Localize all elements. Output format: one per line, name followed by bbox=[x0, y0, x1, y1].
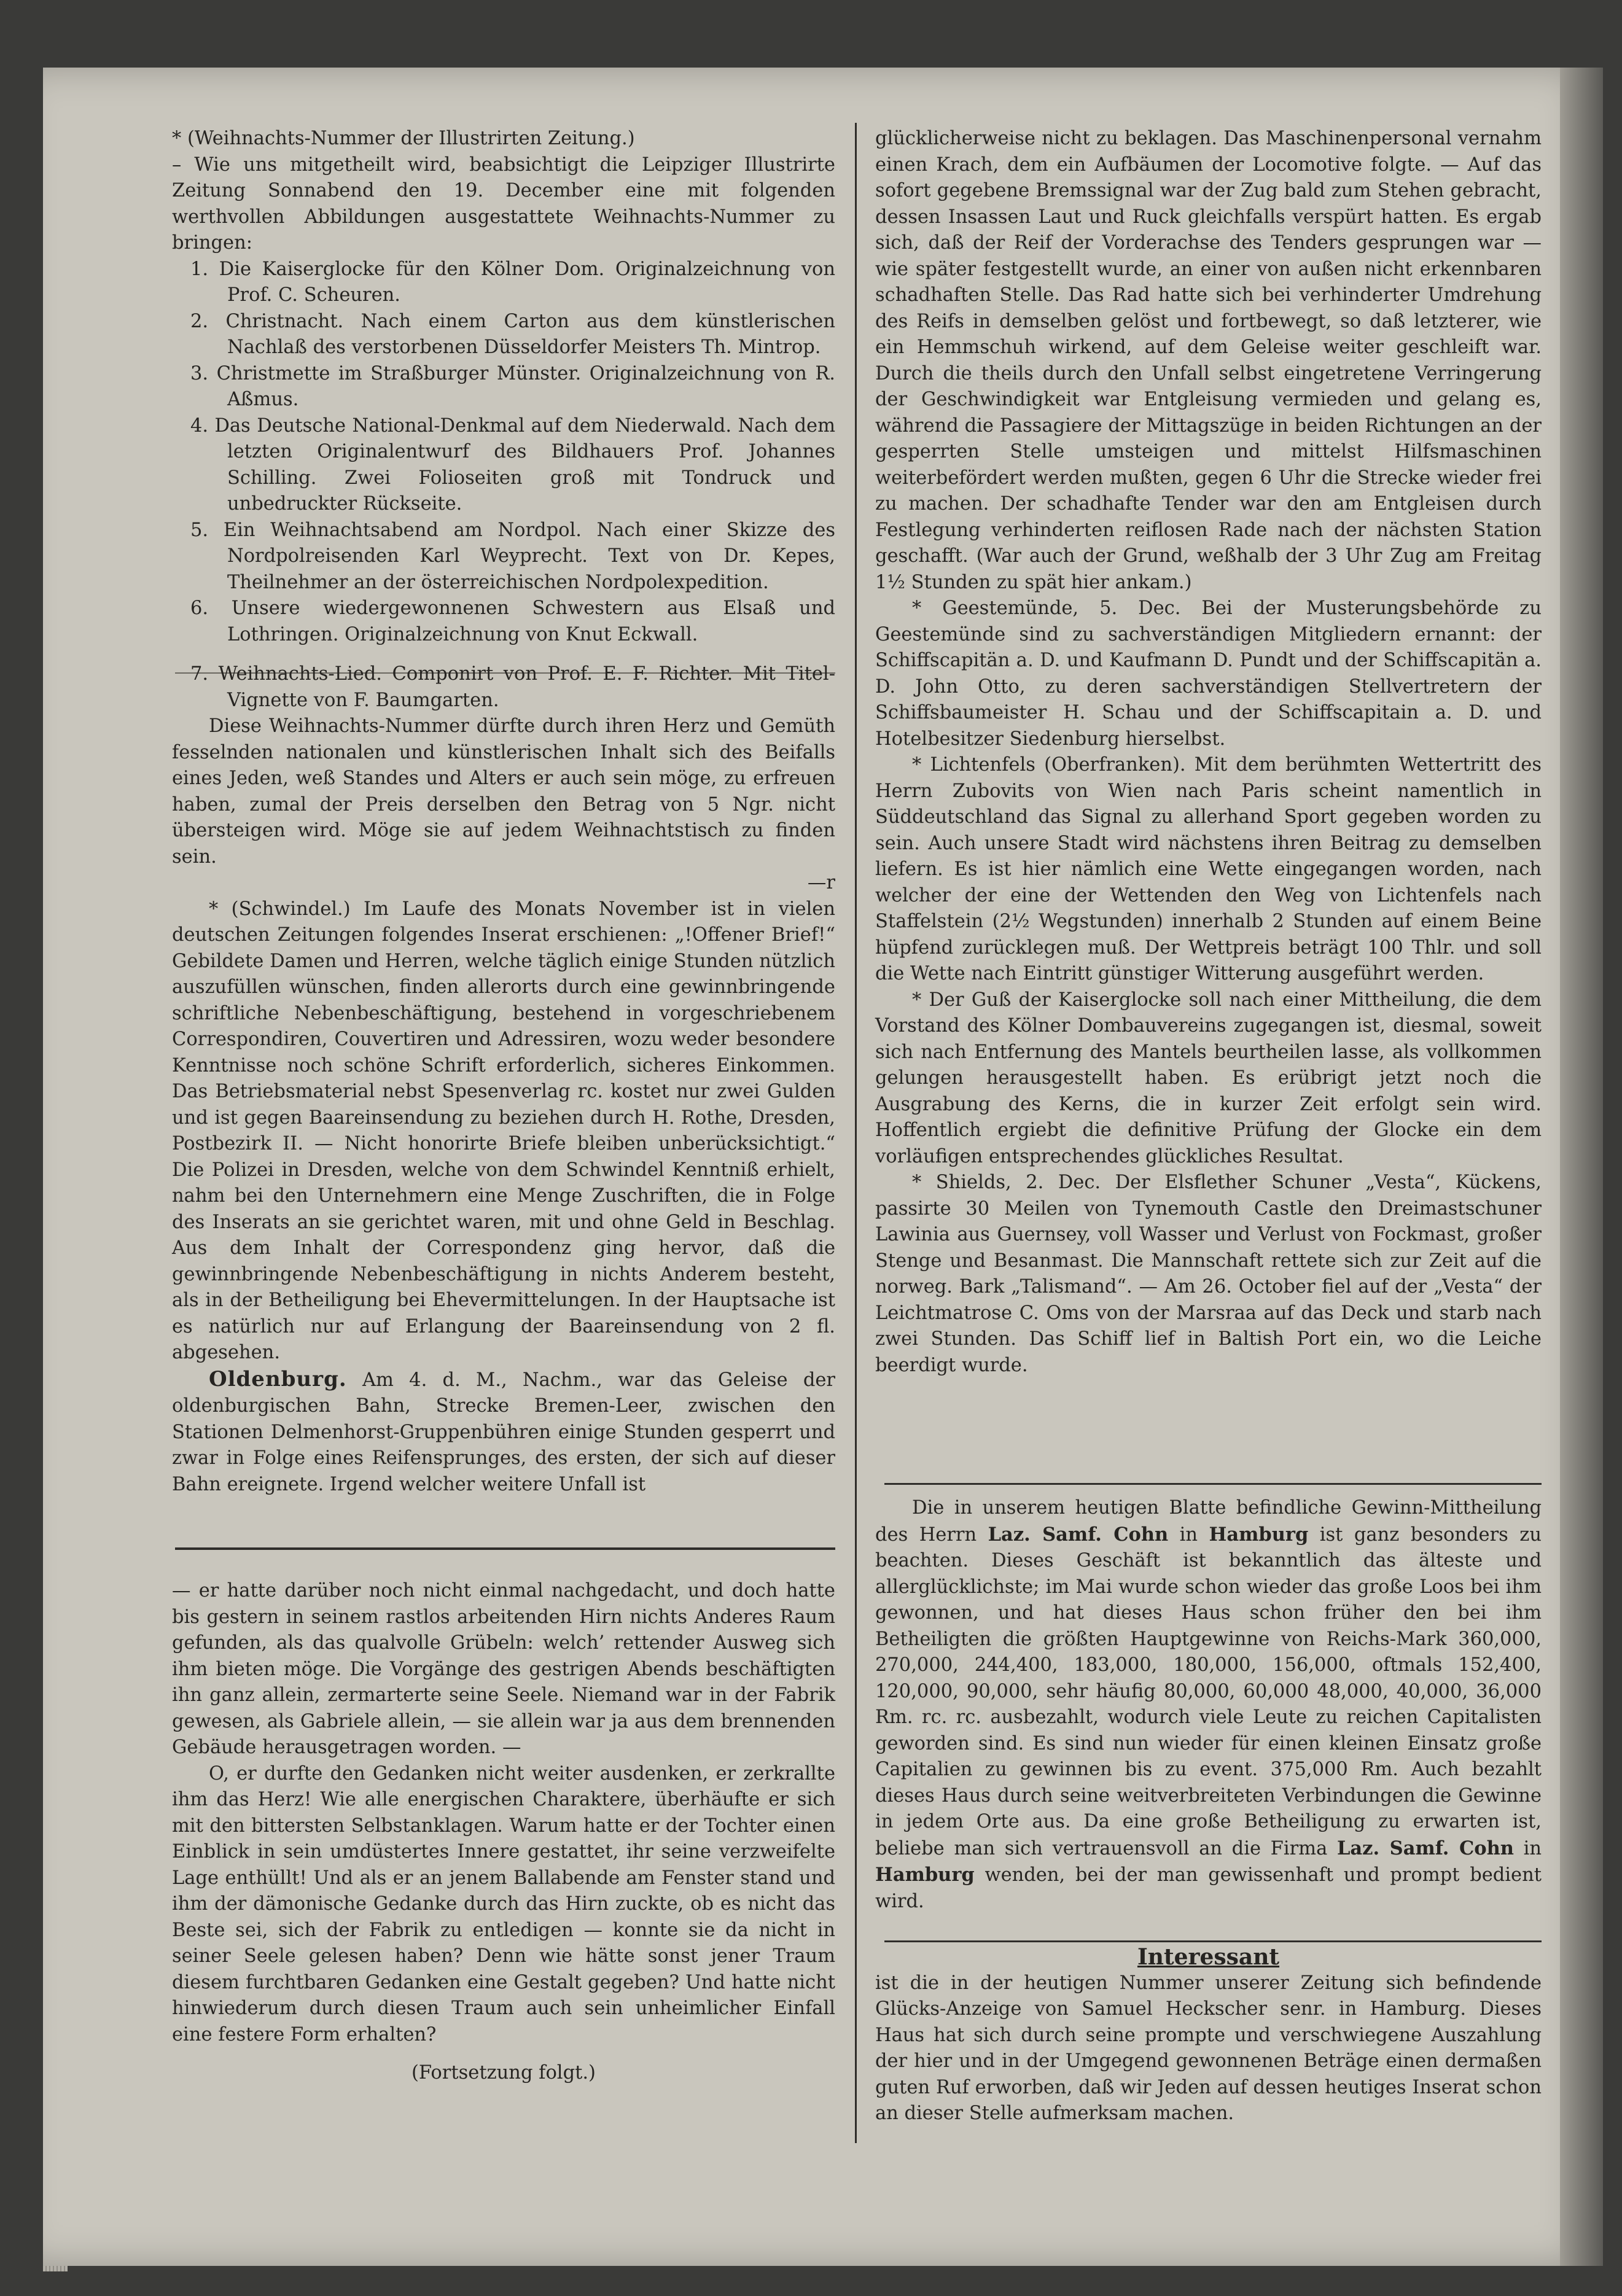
continuation-note: (Fortsetzung folgt.) bbox=[411, 2062, 596, 2084]
firm-name: Laz. Samf. Cohn bbox=[988, 1523, 1169, 1546]
paragraph: * Shields, 2. Dec. Der Elsflether Schuner „Vesta“, Kückens, passirte 30 Meilen von Tynemouth Castle den Dreimastschuner Lawinia aus Guernsey, voll Wasser und Verlust von Fockmast, großer Stenge und Besanmast. Die Mannschaft rettete sich zur Zeit auf die norweg. Bark „Talismand“. — Am 26. October fiel auf der „Vesta“ der Leichtmatrose C. Oms von der Marsraa auf das Deck und starb nach zwei Stunden. Das Schiff lief in Baltish Port ein, wo die Leiche beerdigt wurde. bbox=[875, 1172, 1542, 1376]
city-name: Hamburg bbox=[875, 1864, 975, 1886]
notice-text: Die in unserem heutigen Blatte befindliche Gewinn-Mittheilung des Herrn bbox=[875, 1497, 1542, 1546]
notice-text: ist ganz besonders zu beachten. Dieses Geschäft ist bekanntlich das älteste und allerglücklichste; im Mai wurde schon wieder das große Loos bei ihm gewonnen, und hat dieses Haus schon früher den bei ihm Betheiligten die größten Hauptgewinne von Reichs-Mark 360,000, 270,000, 244,400, 183,000, 180,000, 156,000, oftmals 152,400, 120,000, 90,000, sehr häufig 80,000, 60,000 48,000, 40,000, 36,000 Rm. rc. rc. ausbezahlt, wodurch viele Leute zu reichen Capitalisten geworden sind. Es sind nun wieder für einen kleinen Einsatz große Capitalien zu gewinnen bis zu event. 375,000 Rm. Auch bezahlt dieses Haus durch seine weitverbreiteten Verbindungen die Gewinne in jedem Orte aus. Da eine große Betheiligung zu erwarten ist, beliebe man sich vertrauensvoll an die Firma bbox=[875, 1524, 1542, 1859]
paragraph-text: Am 4. d. M., Nachm., war das Geleise der oldenburgischen Bahn, Strecke Bremen-Leer, zwischen den Stationen Delmenhorst-Gruppenbühren einige Stunden gesperrt und zwar in Folge eines Reifensprunges, des ersten, der sich auf dieser Bahn ereignete. Irgend welcher weitere Unfall ist bbox=[172, 1369, 835, 1495]
notice-text: in bbox=[1168, 1524, 1209, 1546]
notice-divider bbox=[884, 1483, 1542, 1485]
paragraph: glücklicherweise nicht zu beklagen. Das Maschinenpersonal vernahm einen Krach, dem ein Aufbäumen der Locomotive folgte. — Auf das sofort gegebene Bremssignal war der Zug bald zum Stehen gebracht, dessen Insassen Laut und Ruck gleichfalls verspürt hatten. Es ergab sich, daß der Reif der Vorderachse des Tenders gesprungen war — wie später festgestellt wurde, an einer von außen nicht erkennbaren schadhaften Stelle. Das Rad hatte sich bei verhinderter Umdrehung des Reifs in demselben gelöst und fortbewegt, so daß letzterer, wie ein Hemmschuh wirkend, auf dem Geleise weiter geschleift war. Durch die theils durch den Unfall selbst eingetretene Verringerung der Geschwindigkeit war Entgleisung vermieden und gelang es, während die Passagiere der Mittagszüge in beiden Richtungen an der gesperrten Stelle umsteigen und mittelst Hilfsmaschinen weiterbefördert werden mußten, gegen 6 Uhr die Strecke wieder frei zu machen. Der schadhafte Tender war den am Entgleisen durch Festlegung verhinderten reiflosen Rade nach der nächsten Station geschafft. (War auch der Grund, weßhalb der 3 Uhr Zug am Freitag 1½ Stunden zu spät hier ankam.) bbox=[875, 128, 1542, 593]
firm-name: Laz. Samf. Cohn bbox=[1336, 1837, 1514, 1859]
lottery-notice: Die in unserem heutigen Blatte befindliche Gewinn-Mittheilung des Herrn Laz. Samf. Cohn in Hamburg ist ganz besonders zu beachten. Dieses Geschäft ist bekanntlich das älteste und allerglücklichste; im Mai wurde schon wieder das große Loos bei ihm gewonnen, und hat dieses Haus schon früher den bei ihm Betheiligten die größten Hauptgewinne von Reichs-Mark 360,000, 270,000, 244,400, 183,000, 180,000, 156,000, oftmals 152,400, 120,000, 90,000, sehr häufig 80,000, 60,000 48,000, 40,000, 36,000 Rm. rc. rc. ausbezahlt, wodurch viele Leute zu reichen Capitalisten geworden sind. Es sind nun wieder für einen kleinen Einsatz große Capitalien zu gewinnen bis zu event. 375,000 Rm. Auch bezahlt dieses Haus durch seine weitverbreiteten Verbindungen die Gewinne in jedem Orte aus. Da eine große Betheiligung zu erwarten ist, beliebe man sich vertrauensvoll an die Firma Laz. Samf. Cohn in Hamburg wenden, bei der man gewissenhaft und prompt bedient wird. bbox=[875, 1497, 1542, 1912]
page-gutter-shadow bbox=[1560, 68, 1603, 2266]
column-divider bbox=[855, 123, 857, 2143]
paragraph: * Geestemünde, 5. Dec. Bei der Musterungsbehörde zu Geestemünde sind zu sachverständigen Mitgliedern ernannt: der Schiffscapitän a. D. und Kaufmann D. Pundt und der Schiffscapitän a. D. John Otto, zu deren sachverständigen Stellvertretern der Schiffsbaumeister H. Schau und der Schiffscapitain a. D. und Hotelbesitzer Siedenburg hierselbst. bbox=[875, 597, 1542, 750]
paragraph: O, er durfte den Gedanken nicht weiter ausdenken, er zerkrallte ihm das Herz! Wie alle energischen Charaktere, überhäufte er sich mit den bittersten Selbstanklagen. Warum hatte er der Tochter einen Einblick in sein umdüstertes Innere gestattet, ihr seine verzweifelte Lage enthüllt! Und als er an jenem Ballabende am Fenster stand und ihm der dämonische Gedanke durch das Hirn zuckte, ob es nicht das Beste sei, sich der Fabrik zu entledigen — konnte sie da nicht in seiner Seele gelesen haben? Denn wie hätte sonst jener Traum diesem furchtbaren Gedanken eine Gestalt gegeben? Und hatte nicht hinwiederum durch diesen Traum auch sein unheimlicher Einfall eine festere Form erhalten? bbox=[172, 1762, 835, 2045]
advertisement-column bbox=[875, 1495, 1542, 2127]
paragraph bbox=[172, 1366, 835, 1498]
paragraph: Diese Weihnachts-Nummer dürfte durch ihren Herz und Gemüth fesselnden nationalen und künstlerischen Inhalt sich des Beifalls eines Jeden, weß Standes und Alters er auch sein möge, zu erfreuen haben, zumal der Preis derselben den Betrag von 5 Ngr. nicht übersteigen wird. Möge sie auf jedem Weihnachtstisch zu finden sein. bbox=[172, 715, 835, 868]
list-item: 4. Das Deutsche National-Denkmal auf dem Niederwald. Nach dem letzten Originalentwurf des Bildhauers Prof. Johannes Schilling. Zwei Folioseiten groß mit Tondruck und unbedruckter Rückseite. bbox=[190, 414, 835, 515]
lottery-notice-2: ist die in der heutigen Nummer unserer Zeitung sich befindende Glücks-Anzeige von Samuel Heckscher senr. in Hamburg. Dieses Haus hat sich durch seine prompte und verschwiegene Auszahlung der hier und in der Umgegend gewonnenen Beträge einen dermaßen guten Ruf erworben, daß wir Jeden auf dessen heutiges Inserat schon an dieser Stelle aufmerksam machen. bbox=[875, 1972, 1542, 2124]
dateline-place: Oldenburg. bbox=[209, 1366, 347, 1391]
paragraph: * Lichtenfels (Oberfranken). Mit dem berühmten Wettertritt des Herrn Zubovits von Wien nach Paris scheint namentlich in Süddeutschland das Signal zu allerhand Sport gegeben worden zu sein. Auch unsere Stadt wird nächstens ihren Beitrag zu demselben liefern. Es ist hier nämlich eine Wette eingegangen worden, nach welcher der eine der Wettenden den Weg von Lichtenfels nach Staffelstein (2½ Wegstunden) innerhalb 2 Stunden auf einem Beine hüpfend zurücklegen muß. Der Wettpreis beträgt 100 Thlr. und soll die Wette nach Eintritt günstiger Witterung ausgeführt werden. bbox=[875, 754, 1542, 984]
list-item: 3. Christmette im Straßburger Münster. Originalzeichnung von R. Aßmus. bbox=[190, 362, 835, 410]
list-item: 7. Weihnachts-Lied. Componirt von Prof. E. F. Richter. Mit Titel-Vignette von F. Baumgarten. bbox=[190, 663, 835, 711]
feuilleton-divider bbox=[175, 1547, 835, 1550]
city-name: Hamburg bbox=[1209, 1523, 1309, 1546]
paragraph: – Wie uns mitgetheilt wird, beabsichtigt die Leipziger Illustrirte Zeitung Sonnabend den 19. December eine mit folgenden werthvollen Abbildungen ausgestattete Weihnachts-Nummer zu bringen: bbox=[172, 154, 835, 254]
paragraph: — er hatte darüber noch nicht einmal nachgedacht, und doch hatte bis gestern in seinem rastlos arbeitenden Hirn nichts Anderes Raum gefunden, als das qualvolle Grübeln: welch’ rettender Ausweg sich ihm bieten möge. Die Vorgänge des gestrigen Abends beschäftigten ihn ganz allein, zermarterte seine Seele. Niemand war in der Fabrik gewesen, als Gabriele allein, — sie allein war ja aus dem brennenden Gebäude herausgetragen worden. — bbox=[172, 1580, 835, 1758]
news-column-left bbox=[172, 126, 835, 1498]
notice-heading: Interessant bbox=[1137, 1944, 1280, 1970]
news-column-right bbox=[875, 126, 1542, 1379]
author-mark: —r bbox=[807, 872, 835, 893]
list-item: 1. Die Kaiserglocke für den Kölner Dom. Originalzeichnung von Prof. C. Scheuren. bbox=[190, 258, 835, 306]
paragraph: * (Schwindel.) Im Laufe des Monats November ist in vielen deutschen Zeitungen folgendes Inserat erschienen: „!Offener Brief!“ Gebildete Damen und Herren, welche täglich einige Stunden nützlich auszufüllen wünschen, finden allerorts durch eine gewinnbringende schriftliche Nebenbeschäftigung, bestehend in vorgeschriebenem Correspondiren, Couvertiren und Adressiren, wozu weder besondere Kenntnisse noch schöne Schrift erforderlich, sicheres Einkommen. Das Betriebsmaterial nebst Spesenverlag rc. kostet nur zwei Gulden und ist gegen Baareinsendung zu beziehen durch H. Rothe, Dresden, Postbezirk II. — Nicht honorirte Briefe bleiben unberücksichtigt.“ Die Polizei in Dresden, welche von dem Schwindel Kenntniß erhielt, nahm bei den Unternehmern eine Menge Zuschriften, die in Folge des Inserats an sie gerichtet waren, mit und ohne Geld in Beschlag. Aus dem Inhalt der Correspondenz ging hervor, daß die gewinnbringende Nebenbeschäftigung in nichts Anderem besteht, als in der Betheiligung bei Ehevermittelungen. In der Hauptsache ist es natürlich nur auf Erlangung der Baareinsendung von 2 fl. abgesehen. bbox=[172, 898, 835, 1363]
list-item: 6. Unsere wiedergewonnenen Schwestern aus Elsaß und Lothringen. Originalzeichnung von Knut Eckwall. bbox=[190, 597, 835, 645]
list-item: 2. Christnacht. Nach einem Carton aus dem künstlerischen Nachlaß des verstorbenen Düsseldorfer Meisters Th. Mintrop. bbox=[190, 310, 835, 358]
list-item: 5. Ein Weihnachtsabend am Nordpol. Nach einer Skizze des Nordpolreisenden Karl Weyprecht. Text von Dr. Kepes, Theilnehmer an der österreichischen Nordpolexpedition. bbox=[190, 519, 835, 593]
notice-text: wenden, bei der man gewissenhaft und prompt bedient wird. bbox=[875, 1864, 1542, 1912]
paragraph: * (Weihnachts-Nummer der Illustrirten Zeitung.) bbox=[172, 128, 635, 149]
feuilleton-column bbox=[172, 1578, 835, 2087]
paragraph: * Der Guß der Kaiserglocke soll nach einer Mittheilung, die dem Vorstand des Kölner Dombauvereins zugegangen ist, diesmal, soweit sich nach Entfernung des Mantels beurtheilen lasse, als vollkommen gelungen herausgestellt haben. Es erübrigt jetzt noch die Ausgrabung des Kerns, die in kurzer Zeit erfolgt sein wird. Hoffentlich ergiebt die definitive Prüfung der Glocke ein dem vorläufigen entsprechendes glückliches Resultat. bbox=[875, 989, 1542, 1167]
